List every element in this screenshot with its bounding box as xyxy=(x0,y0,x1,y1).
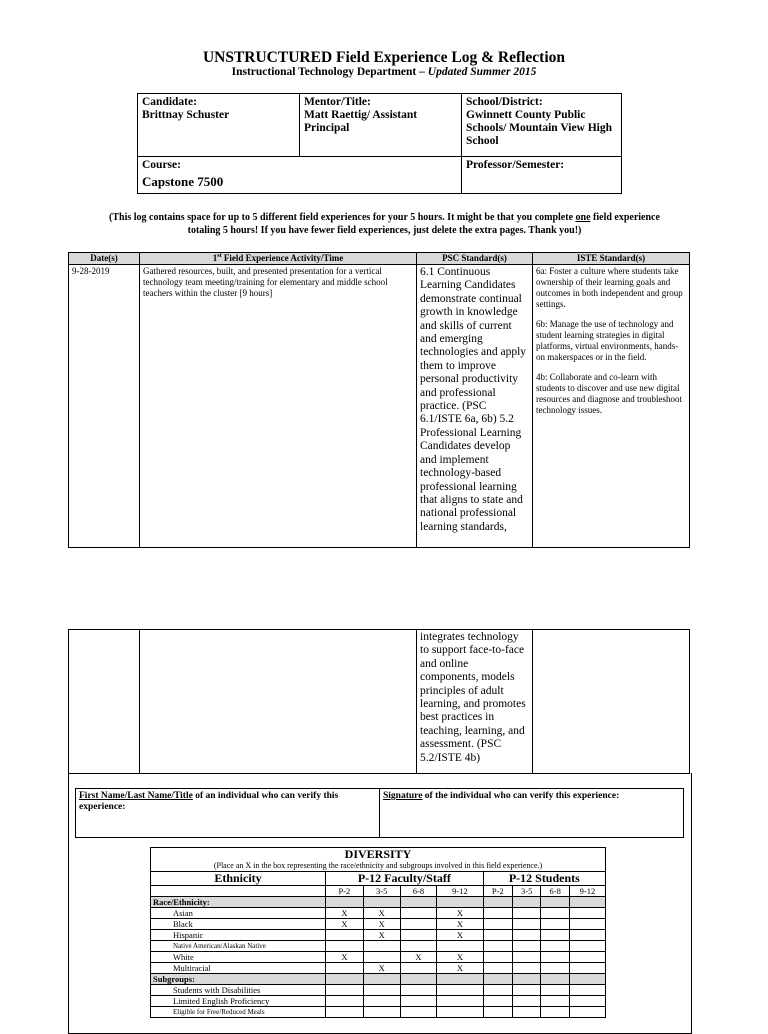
log-psc-standards: 6.1 Continuous Learning Candidates demonstrate continual growth in knowledge and skills of current and emerging technologies and apply them to improve personal productivity and professional practice. (PSC 6.1/ISTE 6a, 6b) 5.2 Professional Learning Candidates develop and implement technology-based professional learning that aligns to state and national professional learning standards, xyxy=(417,265,533,548)
log-date-cont xyxy=(69,630,140,774)
grade-header-row xyxy=(151,886,606,897)
diversity-row xyxy=(151,996,606,1007)
diversity-row xyxy=(151,919,606,930)
diversity-mark-cell[interactable] xyxy=(363,996,400,1007)
diversity-mark-cell[interactable] xyxy=(437,1007,483,1018)
diversity-mark-cell[interactable] xyxy=(569,963,605,974)
diversity-mark-cell[interactable]: X xyxy=(363,930,400,941)
diversity-mark-cell[interactable] xyxy=(483,941,512,952)
gray-cell xyxy=(400,974,437,985)
diversity-row xyxy=(151,952,606,963)
diversity-mark-cell[interactable] xyxy=(483,963,512,974)
diversity-mark-cell[interactable] xyxy=(569,919,605,930)
grade-header: P-2 xyxy=(326,886,364,897)
page-title: UNSTRUCTURED Field Experience Log & Reflection xyxy=(202,49,566,66)
diversity-mark-cell[interactable] xyxy=(512,930,541,941)
diversity-mark-cell[interactable] xyxy=(541,996,570,1007)
diversity-mark-cell[interactable] xyxy=(483,1007,512,1018)
school-value: Gwinnett County Public Schools/ Mountain View High School xyxy=(466,109,613,147)
grade-header: 9-12 xyxy=(437,886,483,897)
diversity-mark-cell[interactable] xyxy=(437,941,483,952)
field-experience-log-continued xyxy=(68,629,690,774)
diversity-mark-cell[interactable] xyxy=(569,1007,605,1018)
diversity-row-label: Eligible for Free/Reduced Meals xyxy=(151,1007,326,1018)
course-label: Course: xyxy=(142,159,181,171)
diversity-row-label: Asian xyxy=(151,908,326,919)
grade-header: 6-8 xyxy=(541,886,570,897)
diversity-mark-cell[interactable] xyxy=(512,985,541,996)
log-iste-standards-cont xyxy=(533,630,690,774)
note-text-2: field experience totaling 5 hours! If you have fewer field experiences, just delete the extra pages. Thank you!) xyxy=(187,212,660,236)
grade-header-blank xyxy=(151,886,326,897)
diversity-mark-cell[interactable] xyxy=(541,985,570,996)
log-iste-standards xyxy=(533,265,690,548)
log-activity: Gathered resources, built, and presented presentation for a vertical technology team meeting/training for elementary and middle school teachers within the cluster [9 hours] xyxy=(140,265,417,548)
diversity-mark-cell[interactable]: X xyxy=(363,963,400,974)
diversity-mark-cell[interactable]: X xyxy=(326,919,364,930)
diversity-mark-cell[interactable] xyxy=(437,985,483,996)
log-psc-standards-cont: integrates technology to support face-to-face and online components, models principles of adult learning, and promotes best practices in teaching, learning, and assessment. (PSC 5.2/ISTE 4b) xyxy=(417,630,533,774)
diversity-mark-cell[interactable] xyxy=(400,985,437,996)
course-cell xyxy=(138,157,462,194)
diversity-mark-cell[interactable] xyxy=(541,919,570,930)
gray-cell xyxy=(437,974,483,985)
instructions-note xyxy=(92,211,677,237)
diversity-mark-cell[interactable] xyxy=(400,919,437,930)
subtitle-department: Instructional Technology Department – xyxy=(231,66,428,78)
gray-cell xyxy=(541,897,570,908)
gray-cell xyxy=(400,897,437,908)
diversity-mark-cell[interactable] xyxy=(541,930,570,941)
diversity-mark-cell[interactable] xyxy=(569,941,605,952)
diversity-mark-cell[interactable] xyxy=(512,952,541,963)
diversity-mark-cell[interactable] xyxy=(512,963,541,974)
faculty-header: P-12 Faculty/Staff xyxy=(326,872,484,886)
diversity-row-label: Students with Disabilities xyxy=(151,985,326,996)
diversity-mark-cell[interactable] xyxy=(400,908,437,919)
diversity-mark-cell[interactable]: X xyxy=(363,919,400,930)
diversity-title-row xyxy=(151,848,606,862)
iste-header: ISTE Standard(s) xyxy=(533,253,690,265)
professor-cell xyxy=(462,157,622,194)
note-text-1: (This log contains space for up to 5 different field experiences for your 5 hours. It might be that you complete xyxy=(109,212,576,223)
candidate-info-table xyxy=(137,93,622,194)
diversity-mark-cell[interactable] xyxy=(512,1007,541,1018)
school-cell xyxy=(462,94,622,157)
grade-header: 9-12 xyxy=(569,886,605,897)
log-activity-cont xyxy=(140,630,417,774)
diversity-mark-cell[interactable] xyxy=(483,952,512,963)
iste-4b: 4b: Collaborate and co-learn with students to discover and use new digital resources and diagnose and troubleshoot technology issues. xyxy=(536,372,682,415)
diversity-mark-cell[interactable]: X xyxy=(437,908,483,919)
diversity-row-label: Hispanic xyxy=(151,930,326,941)
diversity-mark-cell[interactable] xyxy=(512,908,541,919)
diversity-row-label: Native American/Alaskan Native xyxy=(151,941,326,952)
diversity-mark-cell[interactable] xyxy=(541,908,570,919)
mentor-cell xyxy=(300,94,462,157)
gray-cell xyxy=(363,974,400,985)
diversity-mark-cell[interactable] xyxy=(483,919,512,930)
diversity-row xyxy=(151,908,606,919)
mentor-label: Mentor/Title: xyxy=(304,96,371,108)
diversity-mark-cell[interactable] xyxy=(483,996,512,1007)
activity-header-sup: st xyxy=(217,253,222,259)
date-header: Date(s) xyxy=(69,253,140,265)
diversity-mark-cell[interactable] xyxy=(569,996,605,1007)
diversity-mark-cell[interactable] xyxy=(326,963,364,974)
diversity-row-label: Limited English Proficiency xyxy=(151,996,326,1007)
verifier-name-label-underlined: First Name/Last Name/Title xyxy=(79,791,193,801)
diversity-instruction: (Place an X in the box representing the race/ethnicity and subgroups involved in this field experience.) xyxy=(151,861,606,872)
diversity-instruction-row xyxy=(151,861,606,872)
diversity-mark-cell[interactable] xyxy=(541,952,570,963)
diversity-mark-cell[interactable] xyxy=(326,930,364,941)
candidate-cell xyxy=(138,94,300,157)
gray-cell xyxy=(541,974,570,985)
activity-header-num: 1 xyxy=(212,253,218,263)
gray-cell xyxy=(483,897,512,908)
diversity-mark-cell[interactable] xyxy=(400,930,437,941)
gray-cell xyxy=(326,974,364,985)
diversity-mark-cell[interactable] xyxy=(541,941,570,952)
diversity-mark-cell[interactable] xyxy=(569,952,605,963)
gray-cell xyxy=(512,974,541,985)
diversity-mark-cell[interactable] xyxy=(326,985,364,996)
gray-cell xyxy=(363,897,400,908)
verifier-signature-label-underlined: Signature xyxy=(383,791,423,801)
diversity-mark-cell[interactable] xyxy=(363,941,400,952)
grade-header: 3-5 xyxy=(512,886,541,897)
diversity-mark-cell[interactable]: X xyxy=(326,908,364,919)
gray-cell xyxy=(437,897,483,908)
diversity-mark-cell[interactable] xyxy=(400,1007,437,1018)
gray-cell xyxy=(569,897,605,908)
diversity-mark-cell[interactable] xyxy=(363,985,400,996)
gray-cell xyxy=(569,974,605,985)
students-header: P-12 Students xyxy=(483,872,605,886)
verification-table xyxy=(75,788,684,838)
field-experience-log-table xyxy=(68,252,690,548)
verifier-signature-label: of the individual who can verify this experience: xyxy=(422,791,620,801)
grade-header: P-2 xyxy=(483,886,512,897)
diversity-mark-cell[interactable] xyxy=(363,952,400,963)
diversity-row xyxy=(151,941,606,952)
diversity-row-label: White xyxy=(151,952,326,963)
diversity-mark-cell[interactable] xyxy=(400,963,437,974)
diversity-mark-cell[interactable] xyxy=(569,930,605,941)
diversity-mark-cell[interactable] xyxy=(569,908,605,919)
diversity-row xyxy=(151,930,606,941)
diversity-mark-cell[interactable] xyxy=(326,996,364,1007)
diversity-row-label: Multiracial xyxy=(151,963,326,974)
grade-header: 3-5 xyxy=(363,886,400,897)
gray-cell xyxy=(483,974,512,985)
mentor-value: Matt Raettig/ Assistant Principal xyxy=(304,109,418,134)
activity-header-text: Field Experience Activity/Time xyxy=(221,253,344,263)
course-value: Capstone 7500 xyxy=(142,174,224,189)
diversity-row xyxy=(151,1007,606,1018)
diversity-mark-cell[interactable] xyxy=(569,985,605,996)
page-subtitle xyxy=(0,66,768,78)
diversity-mark-cell[interactable] xyxy=(400,996,437,1007)
grade-header: 6-8 xyxy=(400,886,437,897)
diversity-mark-cell[interactable] xyxy=(541,1007,570,1018)
diversity-mark-cell[interactable] xyxy=(483,930,512,941)
candidate-label: Candidate: xyxy=(142,96,197,108)
school-label: School/District: xyxy=(466,96,543,108)
diversity-table xyxy=(150,847,606,1018)
iste-6a: 6a: Foster a culture where students take ownership of their learning goals and outcomes in both independent and group settings. xyxy=(536,266,683,309)
diversity-mark-cell[interactable] xyxy=(363,1007,400,1018)
psc-header: PSC Standard(s) xyxy=(417,253,533,265)
activity-header xyxy=(140,253,417,265)
diversity-mark-cell[interactable] xyxy=(512,941,541,952)
diversity-mark-cell[interactable]: X xyxy=(400,952,437,963)
diversity-mark-cell[interactable] xyxy=(512,919,541,930)
diversity-mark-cell[interactable] xyxy=(437,996,483,1007)
gray-cell xyxy=(326,897,364,908)
ethnicity-header: Ethnicity xyxy=(151,872,326,886)
subgroups-header: Subgroups: xyxy=(151,974,326,985)
verifier-name-label: of an individual who can verify this experience: xyxy=(79,791,339,812)
log-date: 9-28-2019 xyxy=(69,265,140,548)
diversity-title: DIVERSITY xyxy=(151,848,606,862)
diversity-row xyxy=(151,963,606,974)
diversity-group-header-row xyxy=(151,872,606,886)
diversity-mark-cell[interactable] xyxy=(541,963,570,974)
verifier-signature-cell[interactable] xyxy=(380,789,684,838)
diversity-row-label: Black xyxy=(151,919,326,930)
candidate-value: Brittnay Schuster xyxy=(142,109,230,121)
diversity-row xyxy=(151,985,606,996)
subtitle-updated: Updated Summer 2015 xyxy=(427,66,537,78)
diversity-mark-cell[interactable]: X xyxy=(437,919,483,930)
diversity-mark-cell[interactable] xyxy=(483,908,512,919)
diversity-mark-cell[interactable]: X xyxy=(437,963,483,974)
note-underlined: one xyxy=(575,212,591,223)
race-ethnicity-header-row xyxy=(151,897,606,908)
professor-label: Professor/Semester: xyxy=(466,159,565,171)
diversity-mark-cell[interactable]: X xyxy=(363,908,400,919)
diversity-mark-cell[interactable] xyxy=(326,941,364,952)
diversity-mark-cell[interactable] xyxy=(483,985,512,996)
diversity-mark-cell[interactable] xyxy=(512,996,541,1007)
diversity-mark-cell[interactable]: X xyxy=(437,930,483,941)
diversity-mark-cell[interactable]: X xyxy=(437,952,483,963)
diversity-mark-cell[interactable]: X xyxy=(326,952,364,963)
diversity-mark-cell[interactable] xyxy=(400,941,437,952)
subgroups-header-row xyxy=(151,974,606,985)
race-ethnicity-header: Race/Ethnicity: xyxy=(151,897,326,908)
diversity-mark-cell[interactable] xyxy=(326,1007,364,1018)
verifier-name-cell[interactable] xyxy=(76,789,380,838)
iste-6b: 6b: Manage the use of technology and student learning strategies in digital platforms, virtual environments, hands-on makerspaces or in the field. xyxy=(536,319,679,362)
gray-cell xyxy=(512,897,541,908)
